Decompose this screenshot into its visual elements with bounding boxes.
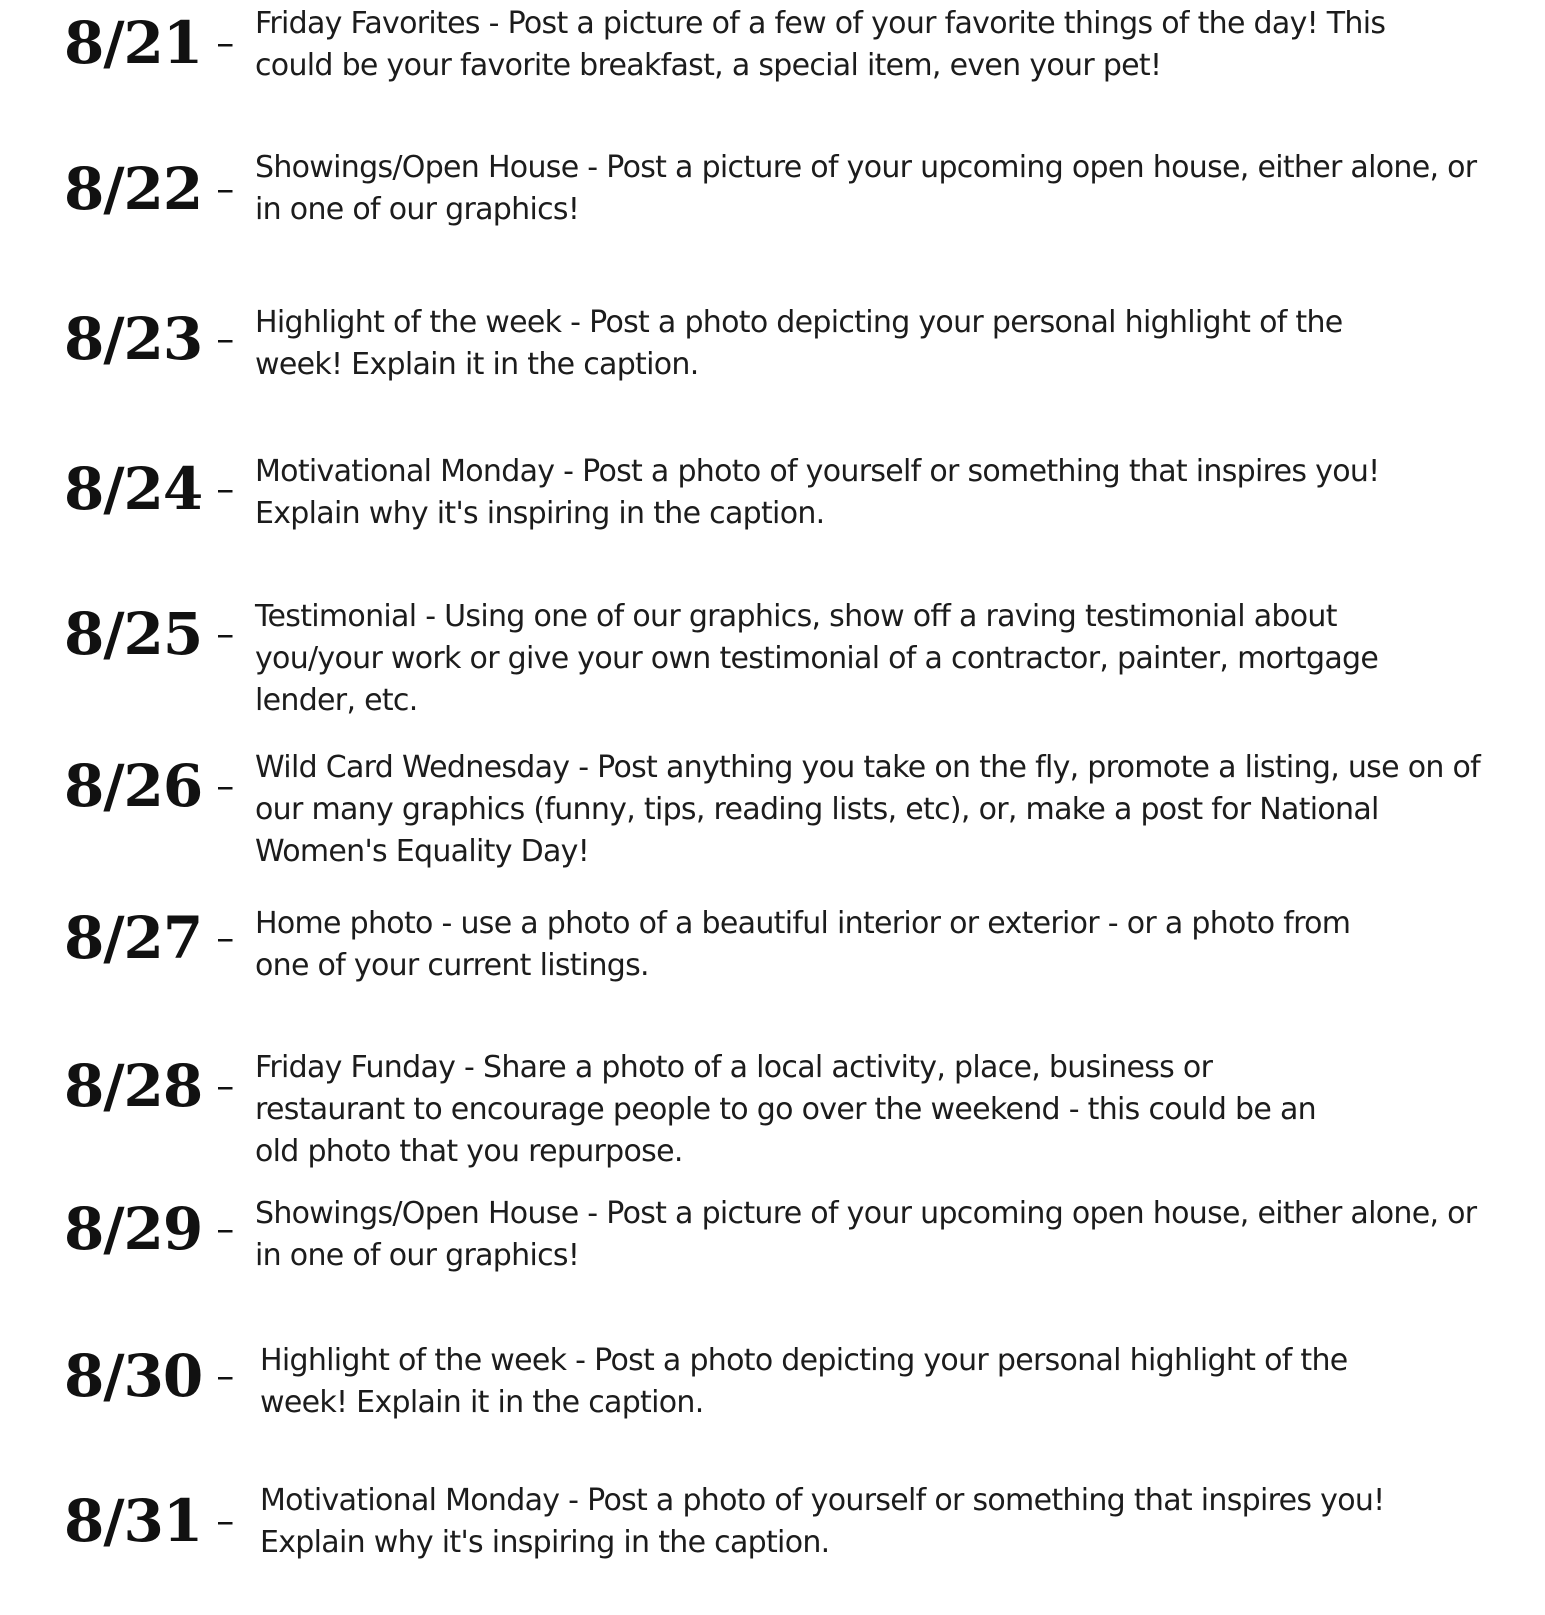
entry-dash: – <box>216 23 234 64</box>
entry-dash: – <box>216 319 234 360</box>
entry-description: Wild Card Wednesday - Post anything you take on the fly, promote a listing, use on of our many graphics (funny, tips, reading lists, etc), or, make a post for National Women's Equality Day! <box>255 750 1481 869</box>
entry-date: 8/30 – <box>64 1342 234 1410</box>
entry-description: Showings/Open House - Post a picture of your upcoming open house, either alone, or in one of our graphics! <box>255 150 1477 227</box>
entry-description: Home photo - use a photo of a beautiful interior or exterior - or a photo from one of your current listings. <box>255 906 1351 983</box>
entry-date: 8/21 – <box>64 9 234 77</box>
entry-date: 8/29 – <box>64 1195 234 1263</box>
entry-description: Friday Funday - Share a photo of a local activity, place, business or restaurant to encourage people to go over the weekend - this could be an old photo that you repurpose. <box>255 1050 1316 1169</box>
entry-date: 8/25 – <box>64 600 234 668</box>
entry-dash: – <box>216 1066 234 1107</box>
entry-dash: – <box>216 918 234 959</box>
entry-description: Highlight of the week - Post a photo depicting your personal highlight of the week! Explain it in the caption. <box>255 305 1343 382</box>
entry-date: 8/31 – <box>64 1487 234 1555</box>
entry-description: Motivational Monday - Post a photo of yourself or something that inspires you! Explain why it's inspiring in the caption. <box>260 1483 1385 1560</box>
entry-dash: – <box>216 1209 234 1250</box>
entry-date: 8/27 – <box>64 904 234 972</box>
entry-date: 8/22 – <box>64 155 234 223</box>
entry-description: Highlight of the week - Post a photo depicting your personal highlight of the week! Explain it in the caption. <box>260 1343 1348 1420</box>
entry-description: Friday Favorites - Post a picture of a few of your favorite things of the day! This could be your favorite breakfast, a special item, even your pet! <box>255 6 1386 83</box>
entry-dash: – <box>216 614 234 655</box>
entry-dash: – <box>216 1501 234 1542</box>
entry-dash: – <box>216 169 234 210</box>
entry-date: 8/28 – <box>64 1052 234 1120</box>
entry-date: 8/23 – <box>64 305 234 373</box>
entry-dash: – <box>216 766 234 807</box>
entry-description: Testimonial - Using one of our graphics, show off a raving testimonial about you/your work or give your own testimonial of a contractor, painter, mortgage lender, etc. <box>255 599 1379 718</box>
entry-dash: – <box>216 469 234 510</box>
entry-dash: – <box>216 1356 234 1397</box>
entry-description: Showings/Open House - Post a picture of your upcoming open house, either alone, or in one of our graphics! <box>255 1196 1477 1273</box>
entry-date: 8/24 – <box>64 455 234 523</box>
entry-date: 8/26 – <box>64 752 234 820</box>
entry-description: Motivational Monday - Post a photo of yourself or something that inspires you! Explain why it's inspiring in the caption. <box>255 454 1380 531</box>
